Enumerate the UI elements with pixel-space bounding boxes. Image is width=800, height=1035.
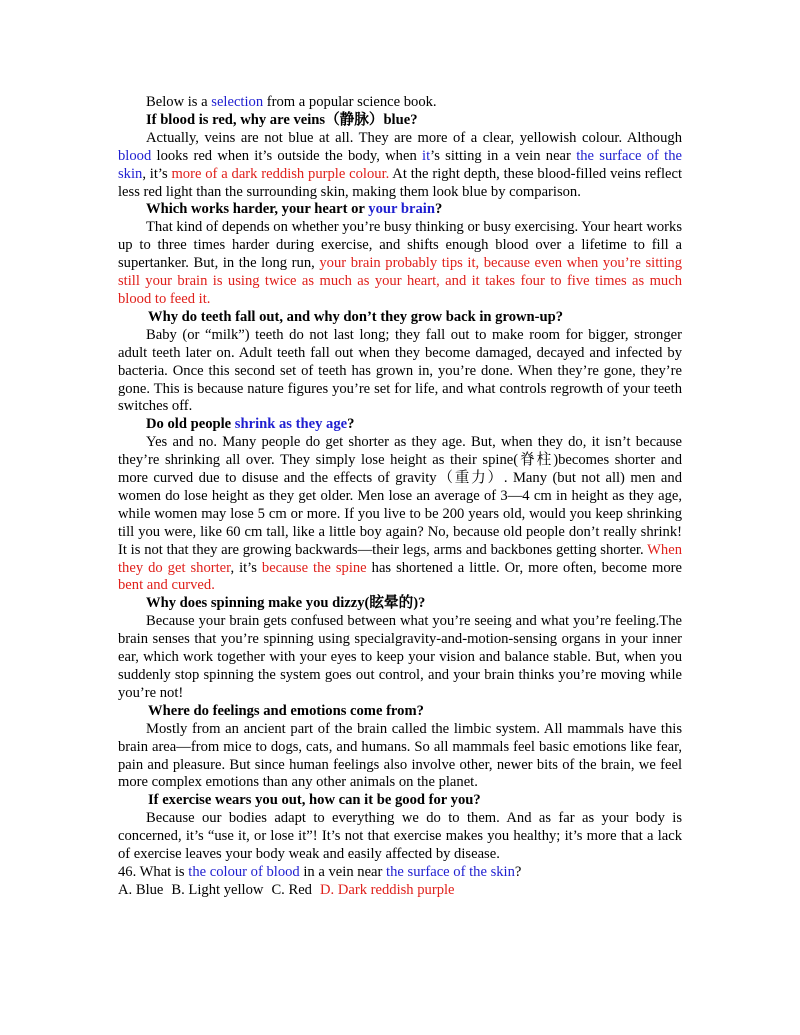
option-d-correct: D. Dark reddish purple [319,881,455,898]
section-1-text: looks red when it’s outside the body, when [151,147,423,164]
intro-highlight: selection [211,94,264,110]
section-7-body [118,810,682,864]
question-highlight: the surface of the skin [386,863,515,880]
section-1-text: Actually, veins are not blue at all. They are more of a clear, yellowish colour. Although [146,129,682,146]
section-4-answer-highlight: When they do get shorter [118,541,682,576]
section-7-heading [118,792,682,810]
section-3-heading-text: Why do teeth fall out, and why don’t they grow back in grown-up? [148,308,564,325]
option-a: A. Blue [118,881,164,898]
intro-text: Below is a [146,94,212,110]
section-1-answer-highlight: more of a dark reddish purple colour. [171,165,390,182]
option-b: B. Light yellow [171,881,264,898]
section-3-body [118,327,682,417]
question-text: ? [514,863,522,880]
section-2-answer-highlight: your brain probably tips it, because even when you’re sitting still your brain is using twice as much as your heart, and it takes four to five times as much blood to feed it. [118,255,682,307]
section-1-highlight-skin: the surface of the skin [118,147,682,182]
section-2-heading-highlight: your brain [368,201,435,218]
section-4-text: Yes and no. Many people do get shorter as they age. But, when they do, it isn’t because they’re shrinking all over. They simply lose height as their spine(脊柱)becomes shorter and more curved due to disuse and the effects of gravity（重力）. Many (but not all) men and women do lose height as they get older. Men lose an average of 3—4 cm in height as they age, while women may lose 5 cm or more. If you live to be 200 years old, would you keep shrinking till you were, like 60 cm tall, like a little boy again? No, because old people don’t really shrink! It is not that they are growing backwards—their legs, arms and backbones getting shorter. [118,434,682,558]
section-7-heading-text: If exercise wears you out, how can it be good for you? [148,792,481,809]
section-2-text: That kind of depends on whether you’re busy thinking or busy exercising. Your heart works up to three times harder during exercise, and shifts enough blood over a lifetime to fill a supertanker. But, in the long run, [118,219,682,272]
section-5-body [118,613,682,703]
section-7-text: Because our bodies adapt to everything we do to them. And as far as your body is concerned, it’s “use it, or lose it”! It’s not that exercise makes you healthy; it’s more that a lack of exercise leaves your body weak and easily affected by disease. [118,810,682,863]
section-1-text: ’s sitting in a vein near [430,147,577,164]
section-4-heading [118,416,682,434]
section-1-body [118,130,682,202]
section-6-text: Mostly from an ancient part of the brain called the limbic system. All mammals have this brain area—from mice to dogs, cats, and humans. So all mammals feel basic emotions like fear, pain and pleasure. But since human feelings also involve other, newer bits of the brain, we feel more complex emotions than any other animals on the planet. [118,720,682,791]
section-4-answer-highlight: because the spine [261,559,367,576]
question-highlight: the colour of blood [188,863,300,880]
section-4-answer-highlight: bent and curved. [118,577,215,594]
section-1-text: At the right depth, these blood-filled veins reflect less red light than the surrounding skin, making them look blue by comparison. [118,165,683,200]
answer-options [118,882,682,900]
section-4-heading-text: Do old people [146,416,235,433]
section-1-heading [118,112,682,130]
section-2-heading-text: ? [434,201,443,218]
section-2-body [118,219,682,309]
section-2-heading-text: Which works harder, your heart or [146,201,369,218]
section-5-heading-text: Why does spinning make you dizzy(眩晕的)? [146,595,426,612]
section-4-body [118,434,682,595]
intro-paragraph [118,94,682,112]
section-6-body [118,721,682,793]
document-page [118,94,682,900]
section-4-heading-highlight: shrink as they age [234,416,348,433]
section-5-text: Because your brain gets confused between what you’re seeing and what you’re feeling.The brain senses that you’re spinning using specialgravity-and-motion-sensing organs in your inner ear, which work together with your eyes to keep your vision and balance stable. But, when you suddenly stop spinning the system goes out control, and your brain thinks you’re moving while you’re not! [118,613,682,701]
intro-text-end: from a popular science book. [263,94,437,110]
section-3-heading [118,309,682,327]
section-1-highlight-blood: blood [118,147,152,164]
section-4-text: has shortened a little. Or, more often, become more [366,559,682,576]
section-1-highlight-it: it [422,147,431,164]
question-text: 46. What is [118,863,189,880]
section-6-heading-text: Where do feelings and emotions come from? [148,702,424,719]
question-text: in a vein near [299,863,387,880]
section-5-heading [118,595,682,613]
option-c: C. Red [271,881,312,898]
section-4-text: , it’s [230,559,262,576]
section-4-heading-text: ? [347,416,355,433]
section-1-heading-text: If blood is red, why are veins（静脉）blue? [146,111,418,128]
section-1-text: , it’s [142,165,172,182]
section-3-text: Baby (or “milk”) teeth do not last long; they fall out to make room for bigger, stronger adult teeth later on. Adult teeth fall out when they become damaged, decayed and infected by bacteria. Once this second set of teeth has grown in, you’re done. When they’re gone, they’re gone. This is because nature figures you’re set for life, and what controls regrowth of your teeth switches off. [118,326,682,415]
section-2-heading [118,201,682,219]
section-6-heading [118,703,682,721]
question-46 [118,864,682,882]
